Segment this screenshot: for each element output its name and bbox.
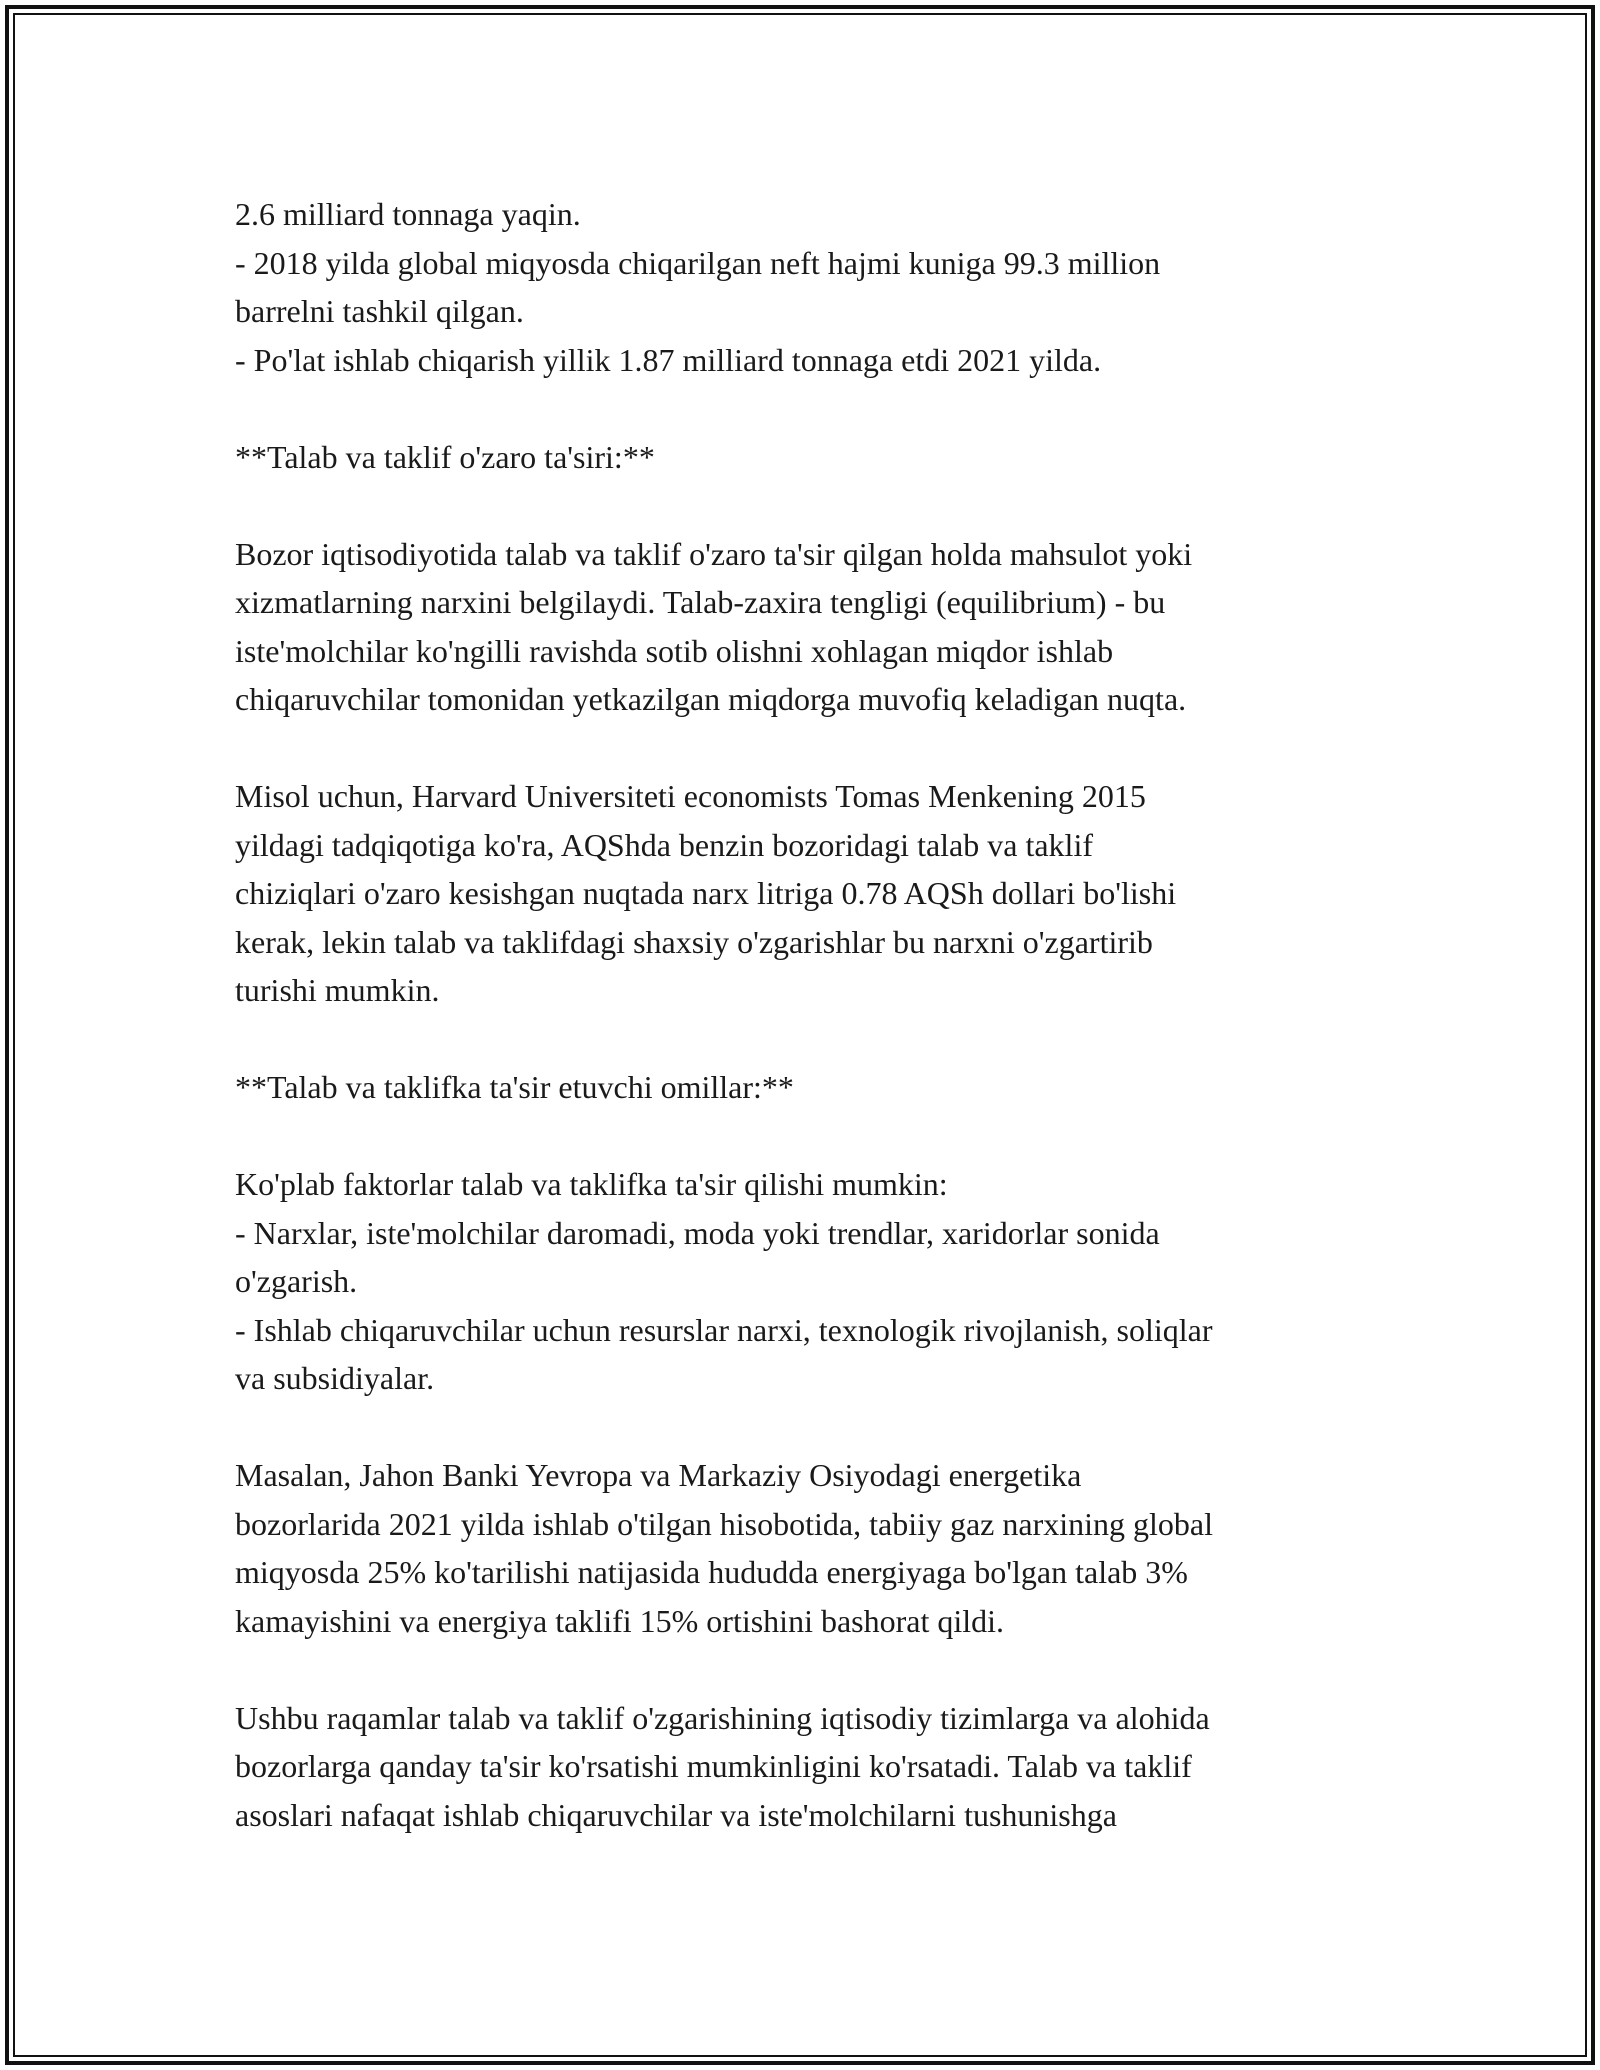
text-line: kamayishini va energiya taklifi 15% ortishini bashorat qildi. — [235, 1602, 1005, 1639]
text-line: turishi mumkin. — [235, 972, 440, 1008]
text-line: Ko'plab faktorlar talab va taklifka ta'sir qilishi mumkin: — [235, 1166, 948, 1202]
text-line: kerak, lekin talab va taklifdagi shaxsiy o'zgarishlar bu narxni o'zgartirib — [235, 923, 1153, 960]
text-line: Ushbu raqamlar talab va taklif o'zgarishining iqtisodiy tizimlarga va alohida — [235, 1699, 1210, 1736]
section-heading: **Talab va taklif o'zaro ta'siri:** — [235, 438, 655, 475]
text-line: bozorlarga qanday ta'sir ko'rsatishi mumkinligini ko'rsatadi. Talab va taklif — [235, 1748, 1192, 1784]
text-line: Masalan, Jahon Banki Yevropa va Markaziy Osiyodagi energetika — [235, 1457, 1082, 1493]
list-item-line: - 2018 yilda global miqyosda chiqarilgan neft hajmi kuniga 99.3 million — [235, 244, 1161, 281]
blank-line — [235, 1645, 1385, 1694]
text-line: Misol uchun, Harvard Universiteti economists Tomas Menkening 2015 — [235, 778, 1146, 814]
text-line: asoslari nafaqat ishlab chiqaruvchilar va iste'molchilarni tushunishga — [235, 1796, 1117, 1833]
list-item-line: - Ishlab chiqaruvchilar uchun resurslar narxi, texnologik rivojlanish, soliqlar — [235, 1311, 1213, 1348]
text-line: Bozor iqtisodiyotida talab va taklif o'zaro ta'sir qilgan holda mahsulot yoki — [235, 535, 1193, 572]
text-line: o'zgarish. — [235, 1263, 358, 1299]
section-heading: **Talab va taklifka ta'sir etuvchi omillar:** — [235, 1069, 794, 1105]
text-line: xizmatlarning narxini belgilaydi. Talab-zaxira tengligi (equilibrium) - bu — [235, 584, 1166, 620]
blank-line — [235, 1015, 1385, 1064]
document-body — [235, 190, 1385, 1839]
text-line: miqyosda 25% ko'tarilishi natijasida hududda energiyaga bo'lgan talab 3% — [235, 1554, 1188, 1590]
blank-line — [235, 724, 1385, 773]
list-item-line: - Narxlar, iste'molchilar daromadi, moda yoki trendlar, xaridorlar sonida — [235, 1214, 1160, 1251]
text-line: yildagi tadqiqotiga ko'ra, AQShda benzin bozoridagi talab va taklif — [235, 826, 1093, 863]
text-line: chiqaruvchilar tomonidan yetkazilgan miqdorga muvofiq keladigan nuqta. — [235, 681, 1187, 717]
blank-line — [235, 481, 1385, 530]
text-line: barrelni tashkil qilgan. — [235, 293, 524, 329]
text-line: va subsidiyalar. — [235, 1360, 435, 1396]
blank-line — [235, 384, 1385, 433]
blank-line — [235, 1112, 1385, 1161]
list-item-line: - Po'lat ishlab chiqarish yillik 1.87 milliard tonnaga etdi 2021 yilda. — [235, 341, 1102, 378]
blank-line — [235, 1403, 1385, 1452]
text-line: chiziqlari o'zaro kesishgan nuqtada narx litriga 0.78 AQSh dollari bo'lishi — [235, 875, 1177, 911]
text-line: iste'molchilar ko'ngilli ravishda sotib olishni xohlagan miqdor ishlab — [235, 632, 1114, 669]
text-line: 2.6 milliard tonnaga yaqin. — [235, 196, 581, 232]
text-line: bozorlarida 2021 yilda ishlab o'tilgan hisobotida, tabiiy gaz narxining global — [235, 1505, 1213, 1542]
